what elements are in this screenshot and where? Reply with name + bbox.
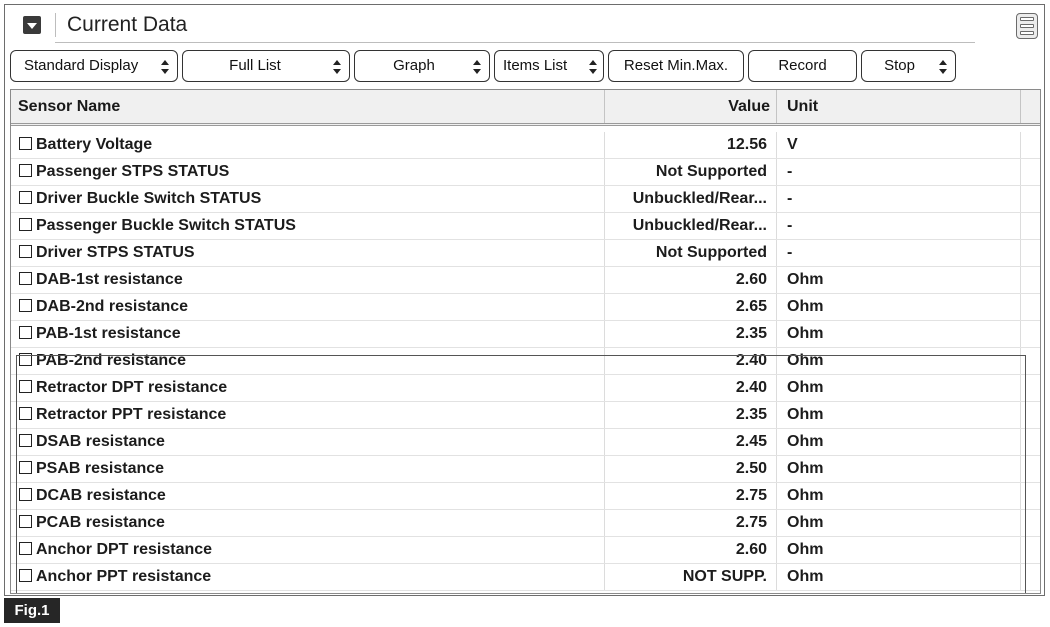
up-down-arrows-icon [939,60,947,74]
sensor-value-cell: 2.35 [605,321,777,347]
checkbox-icon[interactable] [19,407,32,420]
sensor-name-cell [11,537,605,563]
sensor-name-cell [11,348,605,374]
sensor-unit-cell: - [777,186,1021,212]
sensor-value-cell: 2.40 [605,375,777,401]
sensor-name-label: DSAB resistance [36,433,165,450]
sensor-unit-cell: Ohm [777,483,1021,509]
items-list-label: Items List [503,57,568,74]
table-row[interactable] [11,159,1040,186]
table-row[interactable] [11,240,1040,267]
reset-min-max-label: Reset Min.Max. [623,57,729,74]
standard-display-select[interactable] [10,50,178,82]
table-row[interactable] [11,132,1040,159]
record-label: Record [778,57,827,74]
sensor-name-label: DAB-2nd resistance [36,298,189,315]
table-row[interactable] [11,564,1040,591]
sensor-name-cell [11,186,605,212]
sensor-unit-cell: - [777,213,1021,239]
full-list-select[interactable] [182,50,350,82]
sensor-name-label: Retractor DPT resistance [36,379,228,396]
table-row[interactable] [11,537,1040,564]
checkbox-icon[interactable] [19,488,32,501]
checkbox-icon[interactable] [19,272,32,285]
table-body [11,132,1040,591]
table-header [11,90,1040,126]
reset-min-max-button[interactable] [608,50,744,82]
sensor-value-cell: Not Supported [605,159,777,185]
sensor-name-cell [11,456,605,482]
sensor-unit-cell: - [777,240,1021,266]
sensor-unit-cell: Ohm [777,510,1021,536]
table-row[interactable] [11,510,1040,537]
sensor-unit-cell: V [777,132,1021,158]
checkbox-icon[interactable] [19,218,32,231]
record-button[interactable] [748,50,857,82]
sensor-name-label: Passenger Buckle Switch STATUS [36,217,296,234]
sensor-name-label: Passenger STPS STATUS [36,163,230,180]
sensor-unit-cell: - [777,159,1021,185]
sensor-name-cell [11,132,605,158]
up-down-arrows-icon [161,60,169,74]
column-header-unit[interactable]: Unit [777,90,1021,123]
sensor-name-cell [11,294,605,320]
sensor-unit-cell: Ohm [777,348,1021,374]
sensor-name-label: PAB-1st resistance [36,325,181,342]
sensor-name-label: PSAB resistance [36,460,165,477]
sensor-value-cell: 2.60 [605,267,777,293]
checkbox-icon[interactable] [19,137,32,150]
checkbox-icon[interactable] [19,245,32,258]
sensor-name-label: Anchor PPT resistance [36,568,212,585]
sensor-value-cell: Unbuckled/Rear... [605,186,777,212]
column-header-sensor-name[interactable]: Sensor Name [11,90,605,123]
up-down-arrows-icon [589,60,597,74]
sensor-name-cell [11,510,605,536]
sensor-name-label: Retractor PPT resistance [36,406,227,423]
checkbox-icon[interactable] [19,434,32,447]
table-row[interactable] [11,186,1040,213]
full-list-label: Full List [229,57,281,74]
sensor-name-cell [11,483,605,509]
figure-label: Fig.1 [4,598,60,623]
sensor-unit-cell: Ohm [777,537,1021,563]
sensor-name-label: Driver STPS STATUS [36,244,195,261]
table-row[interactable] [11,213,1040,240]
sensor-unit-cell: Ohm [777,294,1021,320]
up-down-arrows-icon [473,60,481,74]
current-data-panel [4,4,1045,596]
sensor-value-cell: 2.45 [605,429,777,455]
sensor-unit-cell: Ohm [777,267,1021,293]
panel-title: Current Data [67,13,188,36]
sensor-unit-cell: Ohm [777,375,1021,401]
title-underline [55,42,975,43]
sensor-value-cell: 2.35 [605,402,777,428]
checkbox-icon[interactable] [19,299,32,312]
sensor-unit-cell: Ohm [777,564,1021,590]
checkbox-icon[interactable] [19,191,32,204]
graph-select[interactable] [354,50,490,82]
checkbox-icon[interactable] [19,380,32,393]
checkbox-icon[interactable] [19,569,32,582]
sensor-name-cell [11,321,605,347]
sensor-name-cell [11,402,605,428]
table-row[interactable] [11,375,1040,402]
checkbox-icon[interactable] [19,542,32,555]
sensor-name-cell [11,375,605,401]
stop-label: Stop [884,57,915,74]
checkbox-icon[interactable] [19,461,32,474]
stop-select[interactable] [861,50,956,82]
sensor-unit-cell: Ohm [777,429,1021,455]
sensor-name-cell [11,159,605,185]
sensor-name-label: Battery Voltage [36,136,153,153]
up-down-arrows-icon [333,60,341,74]
items-list-select[interactable] [494,50,604,82]
sensor-unit-cell: Ohm [777,402,1021,428]
checkbox-icon[interactable] [19,164,32,177]
sensor-value-cell: Not Supported [605,240,777,266]
sensor-name-cell [11,267,605,293]
sensor-name-cell [11,213,605,239]
sensor-name-label: DAB-1st resistance [36,271,183,288]
sensor-name-label: PAB-2nd resistance [36,352,186,369]
sensor-name-cell [11,429,605,455]
sensor-name-label: Driver Buckle Switch STATUS [36,190,262,207]
sensor-value-cell: Unbuckled/Rear... [605,213,777,239]
sensor-value-cell: 2.75 [605,510,777,536]
sensor-unit-cell: Ohm [777,456,1021,482]
sensor-value-cell: 12.56 [605,132,777,158]
checkbox-icon[interactable] [19,353,32,366]
table-row[interactable] [11,456,1040,483]
sensor-value-cell: 2.40 [605,348,777,374]
panel-header [5,5,1044,43]
checkbox-icon[interactable] [19,326,32,339]
column-header-value[interactable]: Value [605,90,777,123]
table-row[interactable] [11,321,1040,348]
sensor-value-cell: 2.60 [605,537,777,563]
table-row[interactable] [11,294,1040,321]
sensor-name-label: PCAB resistance [36,514,165,531]
table-row[interactable] [11,483,1040,510]
collapse-arrow-icon[interactable] [23,16,41,34]
sensor-name-cell [11,564,605,590]
sensor-value-cell: 2.65 [605,294,777,320]
checkbox-icon[interactable] [19,515,32,528]
sensor-data-table [10,89,1041,594]
standard-display-label: Standard Display [24,57,139,74]
table-row[interactable] [11,267,1040,294]
table-row[interactable] [11,402,1040,429]
table-row[interactable] [11,429,1040,456]
sensor-value-cell: 2.75 [605,483,777,509]
table-row[interactable] [11,348,1040,375]
menu-icon[interactable] [1016,13,1038,39]
title-divider [55,13,56,37]
sensor-name-cell [11,240,605,266]
graph-label: Graph [393,57,435,74]
toolbar [10,50,1040,84]
sensor-value-cell: NOT SUPP. [605,564,777,590]
sensor-unit-cell: Ohm [777,321,1021,347]
sensor-name-label: DCAB resistance [36,487,166,504]
sensor-name-label: Anchor DPT resistance [36,541,213,558]
sensor-value-cell: 2.50 [605,456,777,482]
